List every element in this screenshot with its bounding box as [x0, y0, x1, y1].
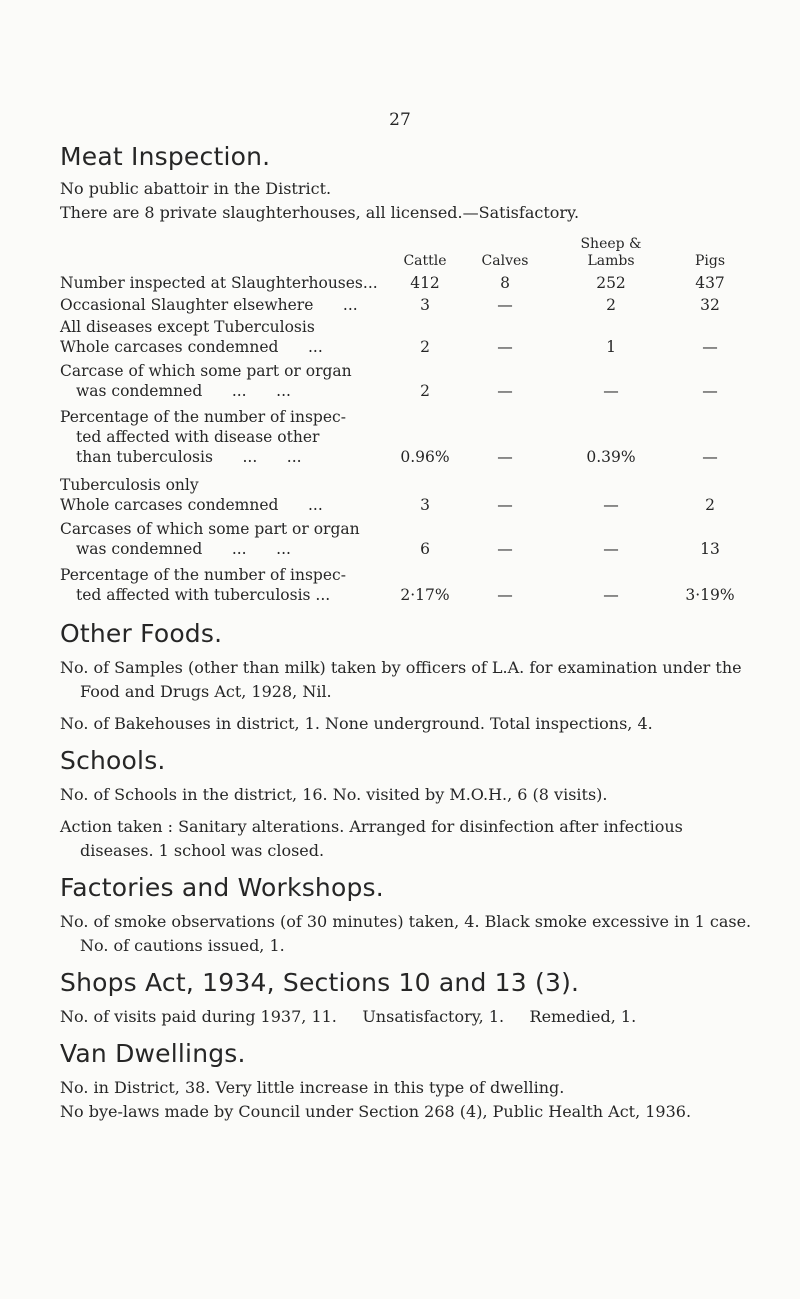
- cell-pigs: 2: [705, 496, 715, 514]
- van-dwellings-count-paragraph: No. in District, 38. Very little increase in this type of dwelling.: [60, 1078, 565, 1097]
- cell-sheep: —: [603, 382, 619, 400]
- cell-pigs: 32: [700, 296, 720, 314]
- cell-pigs: 437: [695, 274, 725, 292]
- row-label: Number inspected at Slaughterhouses...: [60, 274, 378, 292]
- van-dwellings-byelaws-paragraph: No bye-laws made by Council under Section 268 (4), Public Health Act, 1936.: [60, 1102, 692, 1121]
- row-label-line3: than tuberculosis ... ...: [76, 448, 302, 466]
- schools-section: [60, 746, 760, 863]
- table-row-percentage-other: [60, 407, 750, 469]
- column-header-cattle: Cattle: [403, 253, 447, 269]
- cell-cattle: 6: [420, 540, 430, 558]
- meat-inspection-section: [60, 142, 760, 613]
- schools-action-paragraph: Action taken : Sanitary alterations. Arranged for disinfection after infectious diseases. 1 school was closed.: [60, 817, 683, 860]
- cell-pigs: 3·19%: [685, 586, 735, 604]
- shops-act-section: [60, 968, 760, 1029]
- cell-calves: —: [497, 338, 513, 356]
- cell-pigs: —: [702, 448, 718, 466]
- cell-calves: —: [497, 586, 513, 604]
- shops-act-visits-paragraph: No. of visits paid during 1937, 11. Unsatisfactory, 1. Remedied, 1.: [60, 1007, 637, 1026]
- column-header-sheep: [561, 236, 661, 270]
- column-header-pigs: Pigs: [694, 253, 726, 269]
- cell-cattle: 2·17%: [400, 586, 450, 604]
- cell-sheep: 252: [596, 274, 626, 292]
- cell-calves: —: [497, 448, 513, 466]
- cell-sheep: 0.39%: [586, 448, 636, 466]
- cell-cattle: 3: [420, 496, 430, 514]
- cell-pigs: —: [702, 382, 718, 400]
- row-label-line2: was condemned ... ...: [76, 382, 291, 400]
- cell-calves: —: [497, 382, 513, 400]
- document-body: [60, 142, 760, 1124]
- factories-section: [60, 873, 760, 958]
- shops-act-heading: Shops Act, 1934, Sections 10 and 13 (3).: [60, 968, 580, 997]
- other-foods-section: [60, 619, 760, 736]
- cell-calves: —: [497, 496, 513, 514]
- cell-cattle: 412: [410, 274, 440, 292]
- cell-pigs: —: [702, 338, 718, 356]
- cell-cattle: 2: [420, 382, 430, 400]
- cell-calves: —: [497, 296, 513, 314]
- table-row-tb-part: [60, 519, 750, 561]
- row-label: Whole carcases condemned ...: [60, 338, 323, 356]
- cell-cattle: 2: [420, 338, 430, 356]
- schools-heading: Schools.: [60, 746, 166, 775]
- row-label-line2: was condemned ... ...: [76, 540, 291, 558]
- cell-cattle: 0.96%: [400, 448, 450, 466]
- van-dwellings-heading: Van Dwellings.: [60, 1039, 246, 1068]
- row-label-line1: Carcase of which some part or organ: [60, 362, 352, 380]
- row-label-line2: ted affected with disease other: [76, 428, 320, 446]
- row-label: Occasional Slaughter elsewhere ...: [60, 296, 358, 314]
- row-label: Whole carcases condemned ...: [60, 496, 323, 514]
- cell-sheep: —: [603, 586, 619, 604]
- table-row-tb-percentage: [60, 565, 750, 607]
- column-header-sheep-line1: Sheep &: [580, 236, 642, 252]
- row-label-line1: Percentage of the number of inspec-: [60, 408, 346, 426]
- row-label-line2: ted affected with tuberculosis ...: [76, 586, 331, 604]
- cell-pigs: 13: [700, 540, 720, 558]
- group-label: All diseases except Tuberculosis: [60, 318, 315, 336]
- other-foods-heading: Other Foods.: [60, 619, 223, 648]
- other-foods-bakehouses-paragraph: No. of Bakehouses in district, 1. None underground. Total inspections, 4.: [60, 714, 653, 733]
- column-header-calves: Calves: [481, 253, 529, 269]
- meat-abattoir-line: No public abattoir in the District.: [60, 179, 332, 198]
- meat-inspection-table: [60, 235, 760, 613]
- meat-slaughterhouses-line: There are 8 private slaughterhouses, all licensed.—Satisfactory.: [60, 203, 580, 222]
- table-row-part-condemned: [60, 361, 750, 403]
- column-header-sheep-line2: Lambs: [587, 253, 635, 269]
- van-dwellings-section: [60, 1039, 760, 1124]
- row-label-line1: Percentage of the number of inspec-: [60, 566, 346, 584]
- other-foods-samples-paragraph: No. of Samples (other than milk) taken by officers of L.A. for examination under the Food and Drugs Act, 1928, Nil.: [60, 658, 742, 701]
- schools-count-paragraph: No. of Schools in the district, 16. No. visited by M.O.H., 6 (8 visits).: [60, 785, 608, 804]
- cell-sheep: —: [603, 540, 619, 558]
- page-number: 27: [389, 110, 411, 130]
- row-label-line1: Carcases of which some part or organ: [60, 520, 360, 538]
- cell-calves: —: [497, 540, 513, 558]
- meat-inspection-heading: Meat Inspection.: [60, 142, 271, 171]
- cell-sheep: 1: [606, 338, 616, 356]
- cell-sheep: —: [603, 496, 619, 514]
- factories-heading: Factories and Workshops.: [60, 873, 384, 902]
- group-label: Tuberculosis only: [60, 476, 199, 494]
- cell-cattle: 3: [420, 296, 430, 314]
- cell-sheep: 2: [606, 296, 616, 314]
- factories-smoke-paragraph: No. of smoke observations (of 30 minutes) taken, 4. Black smoke excessive in 1 case. No. of cautions issued, 1.: [60, 912, 752, 955]
- cell-calves: 8: [500, 274, 510, 292]
